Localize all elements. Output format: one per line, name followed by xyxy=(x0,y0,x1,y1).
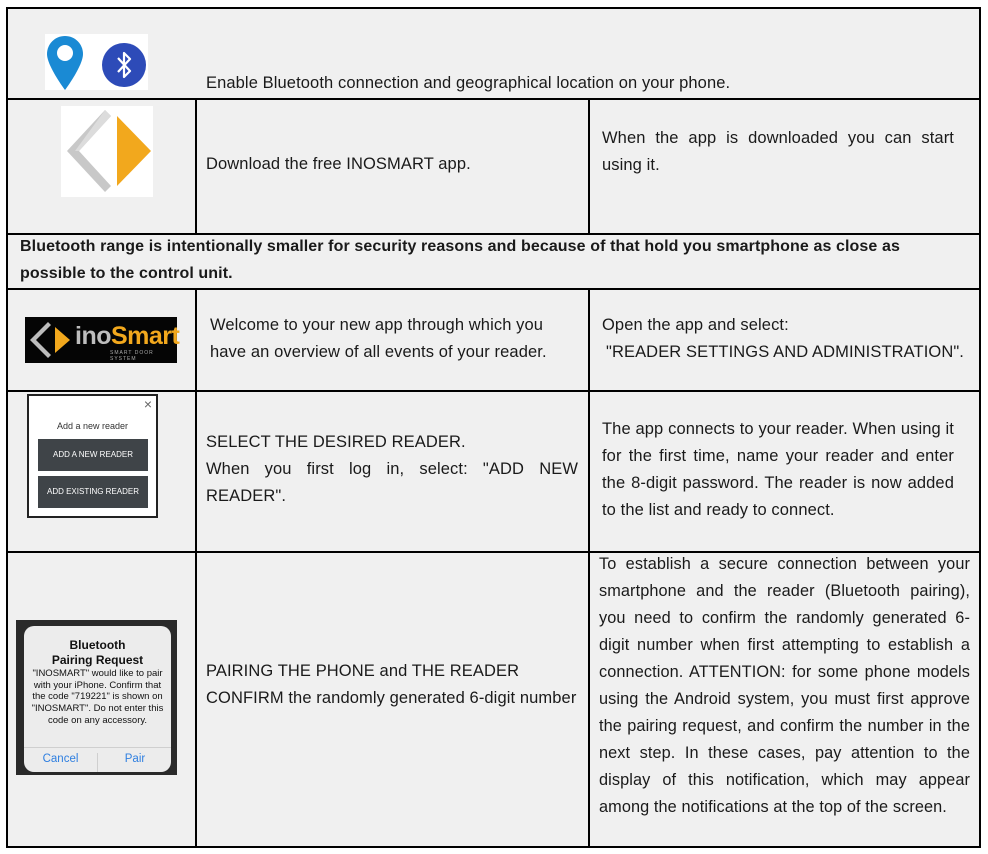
cancel-button[interactable]: Cancel xyxy=(42,753,79,765)
step-detail: When the app is downloaded you can start using it. xyxy=(602,129,954,174)
pair-button[interactable]: Pair xyxy=(97,753,172,772)
column-divider xyxy=(588,288,590,848)
pairing-actions xyxy=(24,747,171,772)
pairing-title-line-2: Pairing Request xyxy=(51,653,144,667)
step-description-line-1: SELECT THE DESIRED READER. xyxy=(206,433,466,451)
column-divider xyxy=(195,288,197,848)
location-bluetooth-icons xyxy=(45,34,148,90)
add-reader-dialog xyxy=(27,394,158,518)
step-description: Download the free INOSMART app. xyxy=(206,155,471,173)
pairing-message: "INOSMART" would like to pair with your iPhone. Confirm that the code "719221" is shown on "INOSMART". Do not enter this code on any accessory. xyxy=(31,668,164,726)
step-detail: To establish a secure connection between your smartphone and the reader (Bluetooth pairing), you need to confirm the randomly generated 6-digit number when first attempting to establish a connection. ATTENTION: for some phone models using the Android system, you must first approve the pairing request, and confirm the number in the next step. In these cases, pay attention to the display of this notification, which may appear among the notifications at the top of the screen. xyxy=(599,555,970,816)
inosmart-logo-mark-icon xyxy=(28,320,72,360)
logo-wordmark xyxy=(75,321,179,351)
dialog-title: Add a new reader xyxy=(56,421,129,431)
step-description: Welcome to your new app through which you have an overview of all events of your reader. xyxy=(210,316,547,361)
step-detail: The app connects to your reader. When using it for the first time, name your reader and enter the 8-digit password. The reader is now added to the list and ready to connect. xyxy=(602,420,954,519)
pairing-title-line-1: Bluetooth xyxy=(69,638,126,652)
logo-tagline: SMART DOOR SYSTEM xyxy=(110,350,154,362)
inosmart-logo xyxy=(25,317,180,363)
logo-wordmark-ino: ino xyxy=(75,322,111,350)
step-description xyxy=(206,658,578,712)
step-detail-line-1: Open the app and select: xyxy=(602,316,789,334)
row-divider xyxy=(8,390,979,392)
step-detail-line-2: "READER SETTINGS AND ADMINISTRATION". xyxy=(606,343,964,361)
instruction-text: Enable Bluetooth connection and geographical location on your phone. xyxy=(206,74,731,92)
bluetooth-icon xyxy=(102,43,146,87)
close-icon[interactable]: × xyxy=(143,396,152,412)
add-existing-reader-button[interactable]: ADD EXISTING READER xyxy=(38,476,148,508)
column-divider xyxy=(588,98,590,233)
row-divider xyxy=(8,288,979,290)
bluetooth-range-note: Bluetooth range is intentionally smaller for security reasons and because of that hold you smartphone as close as possible to the control unit. xyxy=(20,238,900,282)
step-description-line-2: When you first log in, select: "ADD NEW READER". xyxy=(206,460,578,505)
step-description xyxy=(206,429,578,510)
row-divider xyxy=(8,98,979,100)
step-description-line-1: PAIRING THE PHONE and THE READER xyxy=(206,662,520,680)
step-description-line-2: CONFIRM the randomly generated 6-digit number xyxy=(206,689,577,707)
pairing-request-dialog xyxy=(24,626,171,772)
logo-wordmark-smart: Smart xyxy=(111,322,180,350)
pairing-request-screenshot xyxy=(16,620,177,775)
column-divider xyxy=(195,98,197,233)
step-detail xyxy=(602,312,972,366)
inosmart-app-icon xyxy=(61,106,153,197)
add-new-reader-button[interactable]: ADD A NEW READER xyxy=(38,439,148,471)
location-pin-icon xyxy=(47,36,83,90)
